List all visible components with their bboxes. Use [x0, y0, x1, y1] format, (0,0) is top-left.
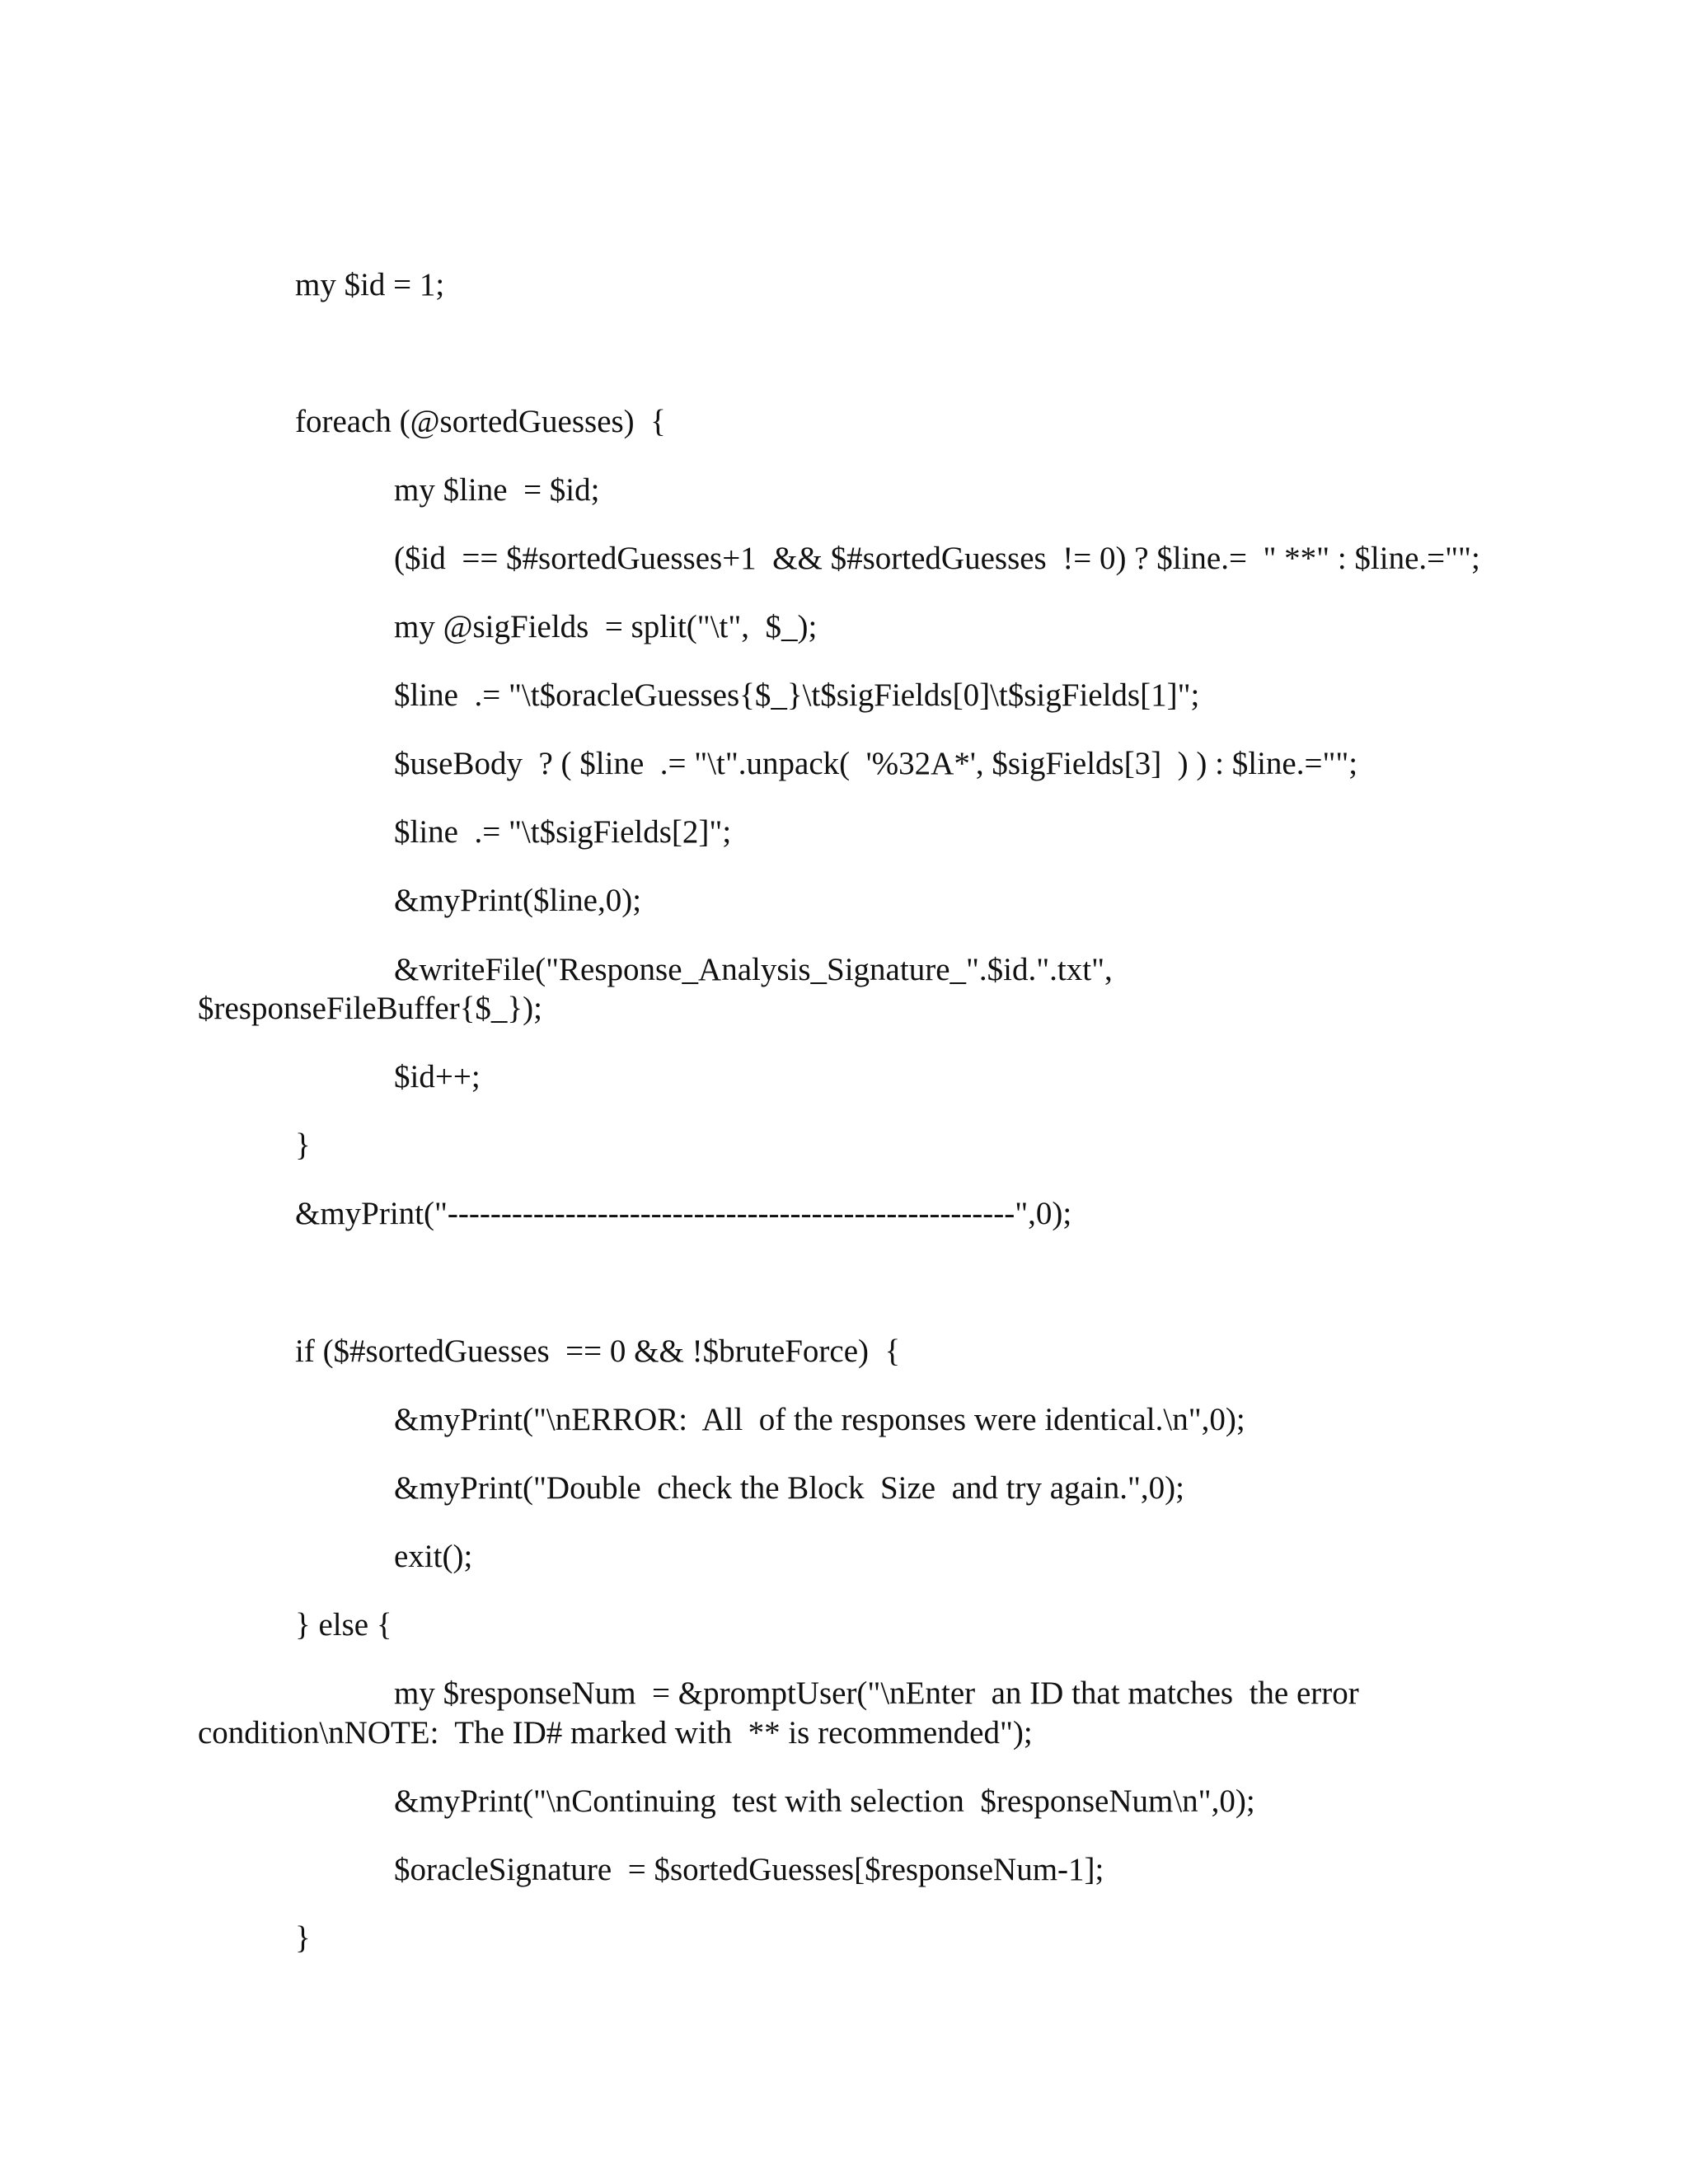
- code-line-myprint-separator: &myPrint("-----------------------------------------------------",0);: [295, 1196, 1072, 1231]
- code-line-if-identical: if ($#sortedGuesses == 0 && !$bruteForce) {: [295, 1333, 901, 1369]
- code-line-append-sig2: $line .= "\t$sigFields[2]";: [394, 814, 732, 850]
- code-line-double-check: &myPrint("Double check the Block Size and try again.",0);: [394, 1470, 1184, 1506]
- code-line-close-foreach: }: [295, 1127, 311, 1163]
- code-line-split-fields: my @sigFields = split("\t", $_);: [394, 609, 818, 644]
- code-line-oracle-signature: $oracleSignature = $sortedGuesses[$responseNum-1];: [394, 1852, 1104, 1887]
- code-line-myprint-line: &myPrint($line,0);: [394, 883, 642, 918]
- code-line-writefile-cont: $responseFileBuffer{$_});: [198, 991, 542, 1026]
- code-line-else: } else {: [295, 1607, 392, 1643]
- code-line-ternary-mark: ($id == $#sortedGuesses+1 && $#sortedGuesses != 0) ? $line.= " **" : $line.="";: [394, 541, 1480, 576]
- code-line-continuing: &myPrint("\nContinuing test with selection $responseNum\n",0);: [394, 1783, 1255, 1819]
- code-line-prompt-user-cont: condition\nNOTE: The ID# marked with ** is recommended");: [198, 1715, 1033, 1750]
- code-line-error-message: &myPrint("\nERROR: All of the responses were identical.\n",0);: [394, 1402, 1245, 1437]
- code-line-prompt-user: my $responseNum = &promptUser("\nEnter an ID that matches the error: [394, 1675, 1359, 1711]
- code-line-declare-id: my $id = 1;: [295, 267, 445, 302]
- code-line-exit: exit();: [394, 1539, 473, 1574]
- code-line-increment-id: $id++;: [394, 1059, 481, 1094]
- code-line-declare-line: my $line = $id;: [394, 472, 600, 508]
- code-line-close-else: }: [295, 1920, 311, 1956]
- code-line-append-fields: $line .= "\t$oracleGuesses{$_}\t$sigFields[0]\t$sigFields[1]";: [394, 677, 1200, 713]
- code-line-use-body: $useBody ? ( $line .= "\t".unpack( '%32A*', $sigFields[3] ) ) : $line.="";: [394, 746, 1358, 781]
- code-line-foreach: foreach (@sortedGuesses) {: [295, 404, 666, 439]
- code-line-writefile: &writeFile("Response_Analysis_Signature_".$id.".txt",: [394, 952, 1113, 987]
